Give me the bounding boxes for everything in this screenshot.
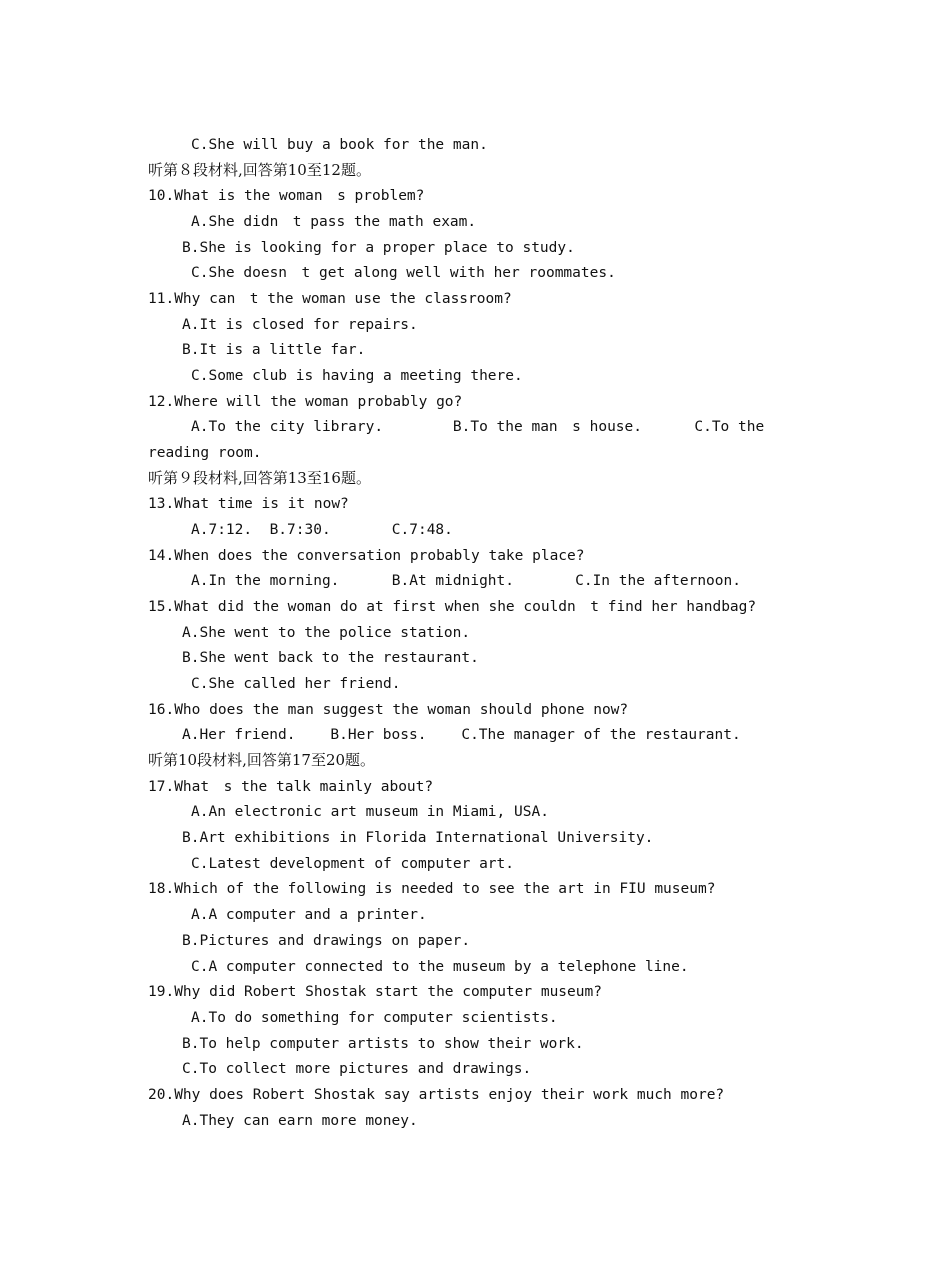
section-heading-8: 听第８段材料,回答第10至12题。 <box>148 161 371 179</box>
section-heading-9: 听第９段材料,回答第13至16题。 <box>148 469 371 487</box>
question-11: 11.Why can t the woman use the classroom? <box>148 291 512 307</box>
option-11a: A.It is closed for repairs. <box>182 317 418 333</box>
option-19a: A.To do something for computer scientists. <box>191 1010 558 1026</box>
options-12: A.To the city library. B.To the man s house. C.To the <box>191 419 765 435</box>
section-heading-10: 听第10段材料,回答第17至20题。 <box>148 751 376 769</box>
question-12: 12.Where will the woman probably go? <box>148 394 463 410</box>
question-14: 14.When does the conversation probably take place? <box>148 548 585 564</box>
option-18a: A.A computer and a printer. <box>191 907 427 923</box>
question-16: 16.Who does the man suggest the woman should phone now? <box>148 702 629 718</box>
options-13: A.7:12. B.7:30. C.7:48. <box>191 522 453 538</box>
option-18b: B.Pictures and drawings on paper. <box>182 933 471 949</box>
options-12-continued: reading room. <box>148 445 262 461</box>
question-19: 19.Why did Robert Shostak start the computer museum? <box>148 984 602 1000</box>
option-10c: C.She doesn t get along well with her roommates. <box>191 265 616 281</box>
option-17a: A.An electronic art museum in Miami, USA. <box>191 804 549 820</box>
option-20a: A.They can earn more money. <box>182 1113 418 1129</box>
option-10a: A.She didn t pass the math exam. <box>191 214 477 230</box>
option-15b: B.She went back to the restaurant. <box>182 650 479 666</box>
option-17c: C.Latest development of computer art. <box>191 856 515 872</box>
option-19b: B.To help computer artists to show their work. <box>182 1036 584 1052</box>
question-18: 18.Which of the following is needed to see the art in FIU museum? <box>148 881 716 897</box>
options-16: A.Her friend. B.Her boss. C.The manager of the restaurant. <box>182 727 741 743</box>
question-20: 20.Why does Robert Shostak say artists enjoy their work much more? <box>148 1087 725 1103</box>
question-15: 15.What did the woman do at first when she couldn t find her handbag? <box>148 599 757 615</box>
question-17: 17.What s the talk mainly about? <box>148 779 434 795</box>
option-15a: A.She went to the police station. <box>182 625 471 641</box>
option-18c: C.A computer connected to the museum by a telephone line. <box>191 959 689 975</box>
option-9c: C.She will buy a book for the man. <box>191 137 488 153</box>
option-11b: B.It is a little far. <box>182 342 366 358</box>
option-19c: C.To collect more pictures and drawings. <box>182 1061 532 1077</box>
question-10: 10.What is the woman s problem? <box>148 188 425 204</box>
option-17b: B.Art exhibitions in Florida International University. <box>182 830 654 846</box>
option-10b: B.She is looking for a proper place to study. <box>182 240 575 256</box>
question-13: 13.What time is it now? <box>148 496 349 512</box>
options-14: A.In the morning. B.At midnight. C.In the afternoon. <box>191 573 741 589</box>
option-11c: C.Some club is having a meeting there. <box>191 368 523 384</box>
option-15c: C.She called her friend. <box>191 676 401 692</box>
